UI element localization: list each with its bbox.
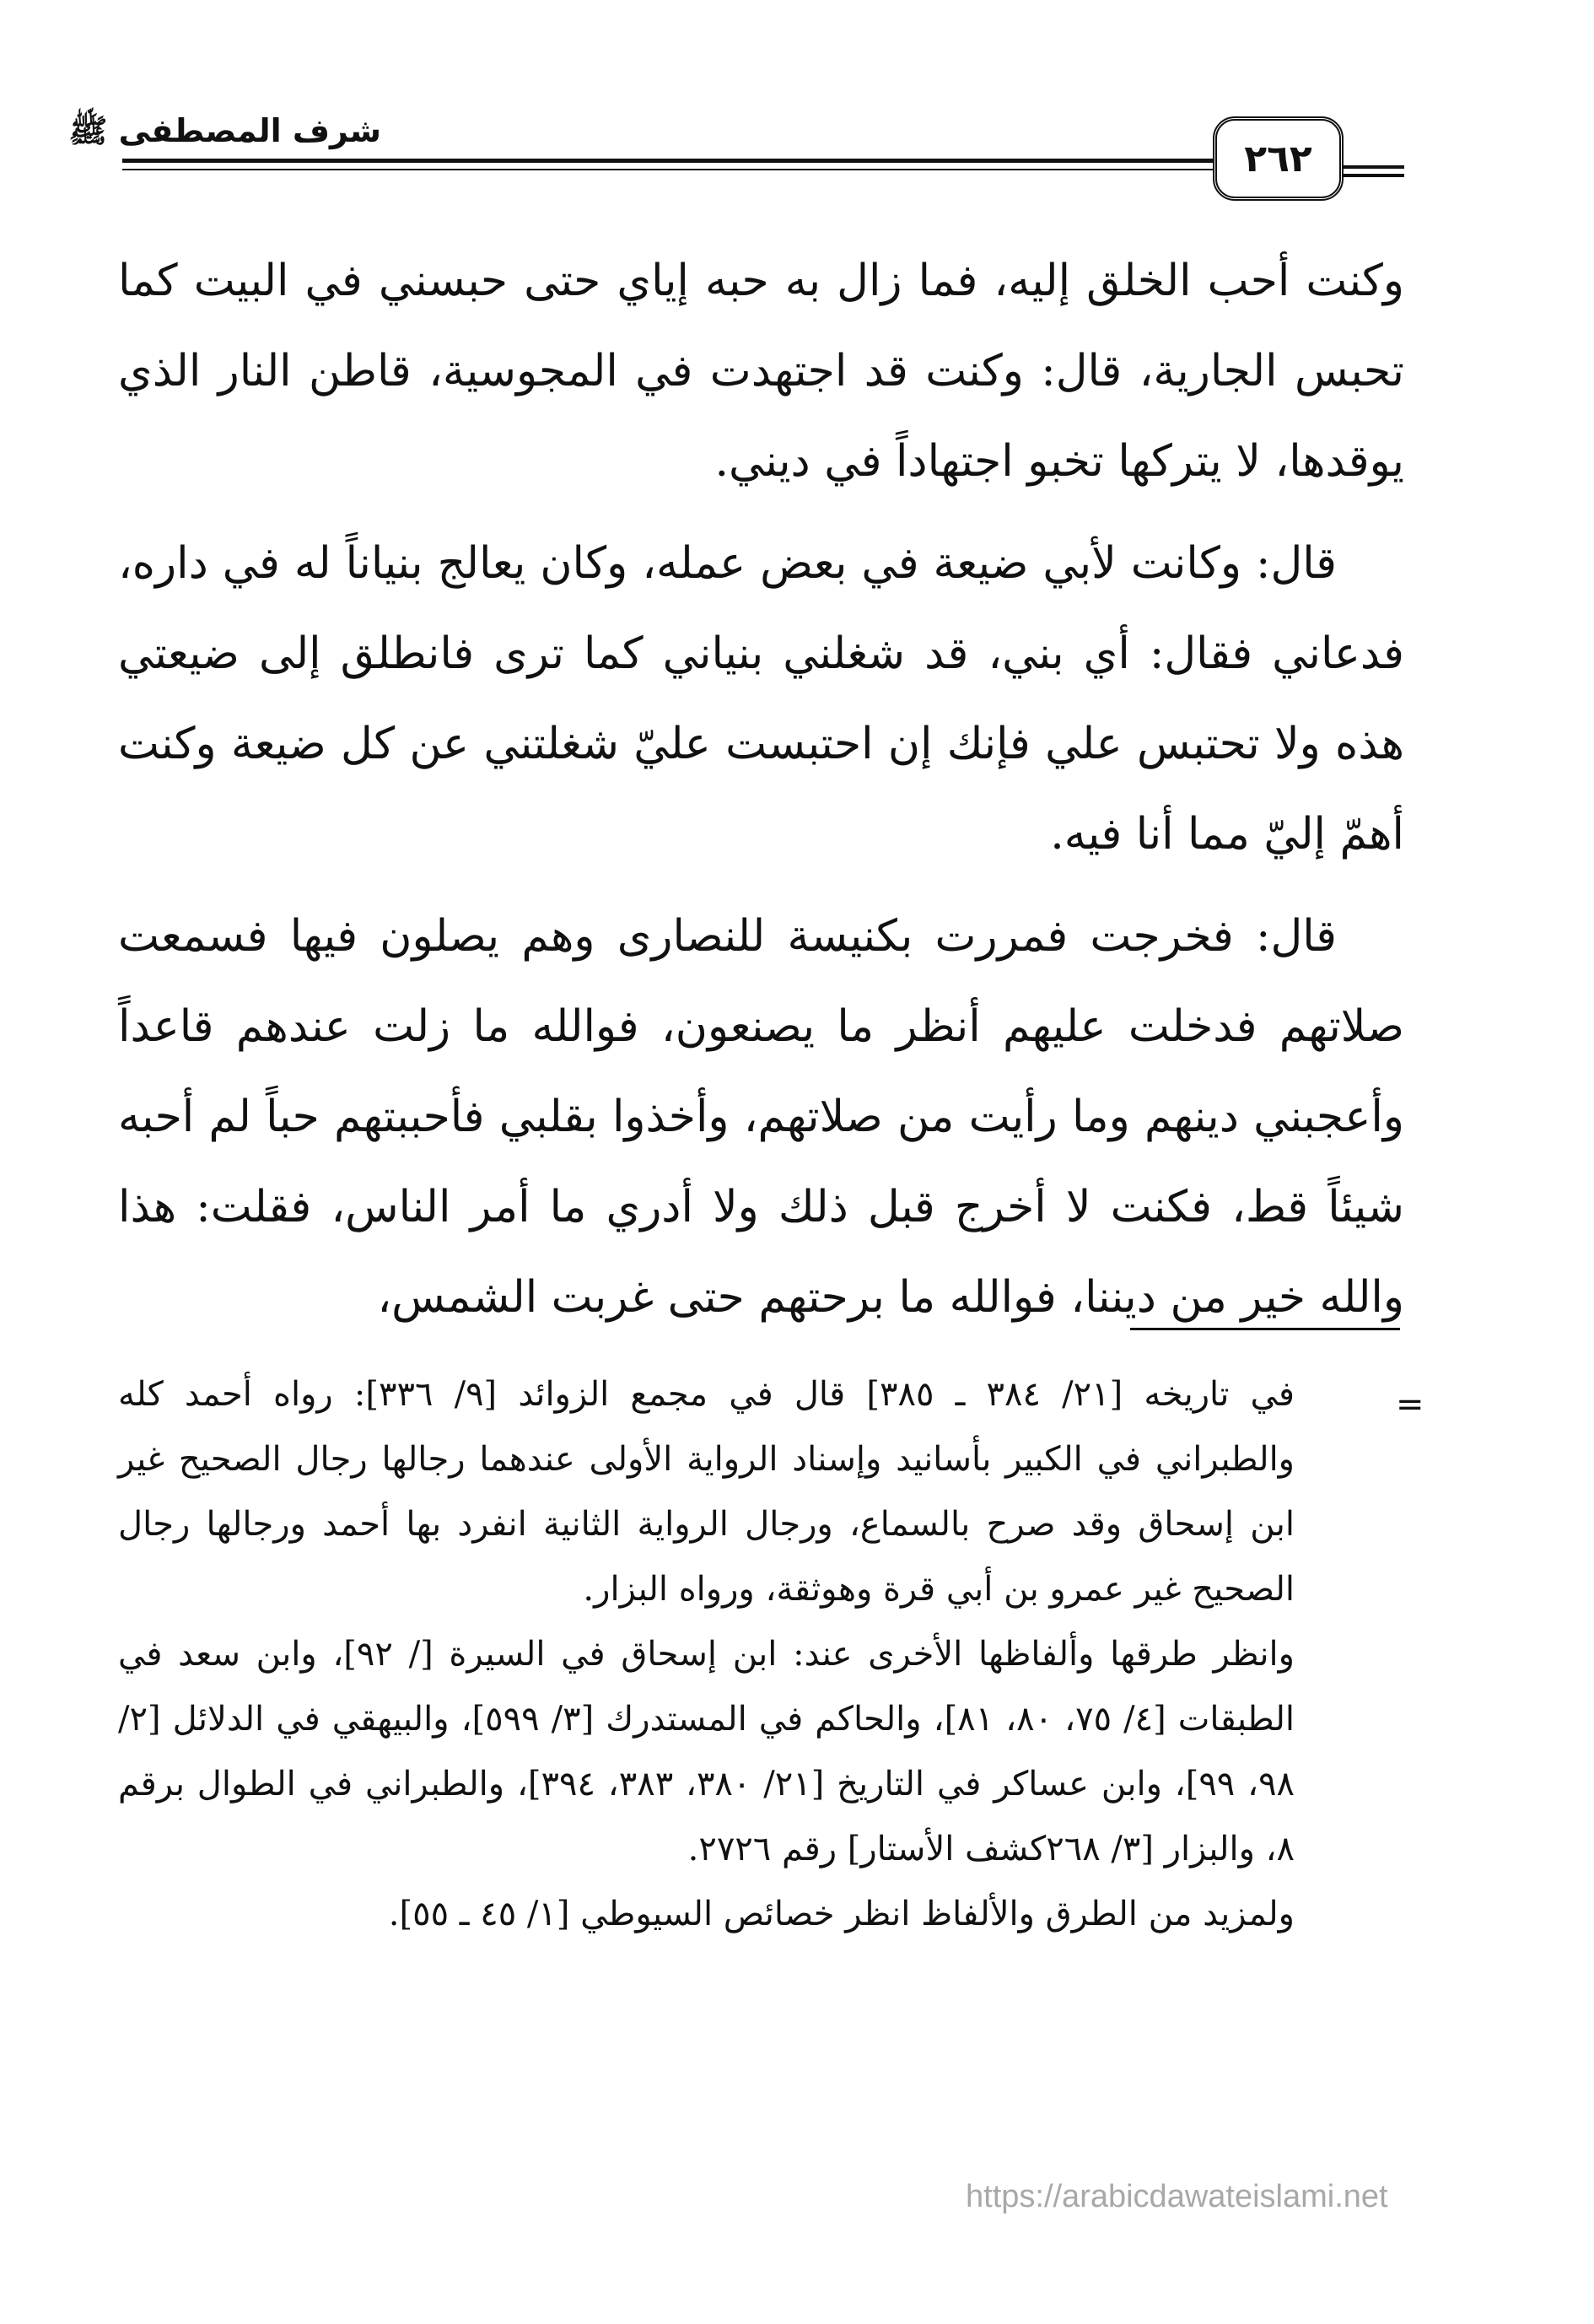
footnotes <box>118 1362 1295 1947</box>
footnote-separator <box>1130 1328 1400 1330</box>
body-paragraph: قال: وكانت لأبي ضيعة في بعض عمله، وكان يعالج بنياناً له في داره، فدعاني فقال: أي بني، قد شغلني بنياني كما ترى فانطلق إلى ضيعتي هذه ولا تحتبس علي فإنك إن احتبست عليّ شغلتني عن كل ضيعة وكنت أهمّ إليّ مما أنا فيه. <box>118 538 1404 860</box>
header-rail-lower <box>1337 174 1404 177</box>
main-text <box>118 236 1404 1343</box>
footnote-paragraph: ولمزيد من الطرق والألفاظ انظر خصائص السيوطي [١/ ٤٥ ـ ٥٥]. <box>388 1895 1295 1933</box>
footnote-paragraph: في تاريخه [٢١/ ٣٨٤ ـ ٣٨٥] قال في مجمع الزوائد [٩/ ٣٣٦]: رواه أحمد كله والطبراني في الكبير بأسانيد وإسناد الرواية الأولى عندهما رجالها رجال الصحيح غير ابن إسحاق وقد صرح بالسماع، ورجال الرواية الثانية انفرد بها أحمد ورجالها رجال الصحيح غير عمرو بن أبي قرة وهوثقة، ورواه البزار. <box>118 1375 1295 1609</box>
footnote-continuation-marker: = <box>1396 1385 1424 1424</box>
running-header-title: شرف المصطفى ﷺ <box>68 112 381 149</box>
header-rail <box>1337 165 1404 169</box>
header-rule-thin <box>122 169 1214 170</box>
header-rule <box>122 159 1214 163</box>
watermark-url: https://arabicdawateislami.net <box>966 2179 1388 2214</box>
body-paragraph: وكنت أحب الخلق إليه، فما زال به حبه إياي حتى حبسني في البيت كما تحبس الجارية، قال: وكنت قد اجتهدت في المجوسية، قاطن النار الذي يوقدها، لا يتركها تخبو اجتهاداً في ديني. <box>118 256 1404 487</box>
body-paragraph: قال: فخرجت فمررت بكنيسة للنصارى وهم يصلون فيها فسمعت صلاتهم فدخلت عليهم أنظر ما يصنعون، فوالله ما زلت عندهم قاعداً وأعجبني دينهم وما رأيت من صلاتهم، وأخذوا بقلبي فأحببتهم حباً لم أحبه شيئاً قط، فكنت لا أخرج قبل ذلك ولا أدري ما أمر الناس، فقلت: هذا والله خير من ديننا، فوالله ما برحتهم حتى غربت الشمس، <box>118 911 1404 1323</box>
page-number: ٢٦٢ <box>1244 137 1312 181</box>
footnote-paragraph: وانظر طرقها وألفاظها الأخرى عند: ابن إسحاق في السيرة [/ ٩٢]، وابن سعد في الطبقات [٤/ ٧٥، ٨٠، ٨١]، والحاكم في المستدرك [٣/ ٥٩٩]، والبيهقي في الدلائل [٢/ ٩٨، ٩٩]، وابن عساكر في التاريخ [٢١/ ٣٨٠، ٣٨٣، ٣٩٤]، والطبراني في الطوال برقم ٨، والبزار [٣/ ٢٦٨كشف الأستار] رقم ٢٧٢٦. <box>118 1635 1295 1868</box>
page-number-frame <box>1213 116 1344 201</box>
